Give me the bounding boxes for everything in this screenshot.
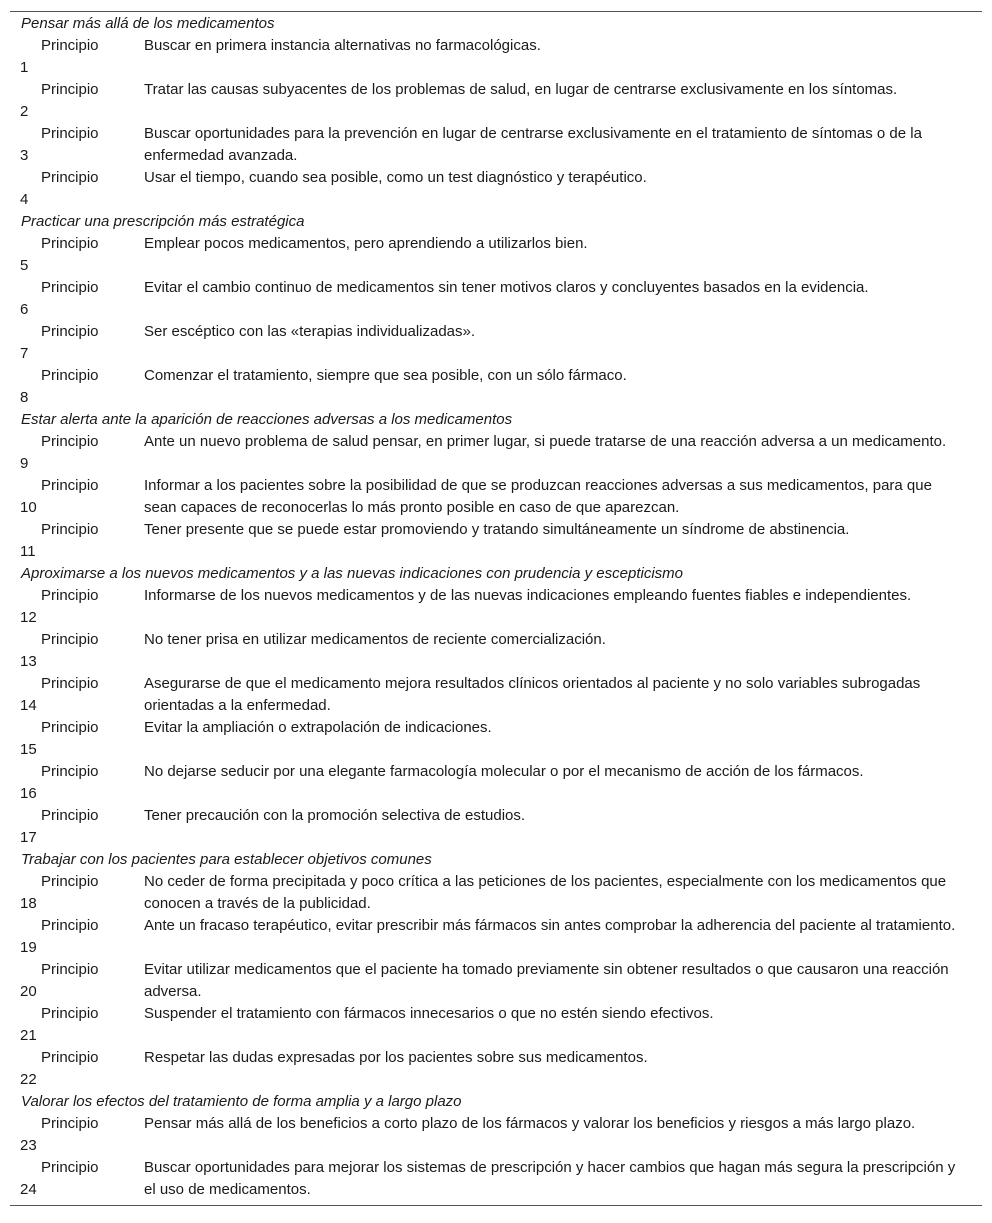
principle-text: Emplear pocos medicamentos, pero aprendiendo a utilizarlos bien.	[144, 235, 588, 252]
table-row	[10, 365, 982, 409]
principle-label: Principio	[41, 917, 99, 934]
principle-text: Asegurarse de que el medicamento mejora resultados clínicos orientados al paciente y no solo variables subrogadas orientadas a la enfermedad.	[144, 675, 921, 714]
principle-text: No tener prisa en utilizar medicamentos de reciente comercialización.	[144, 631, 606, 648]
principle-text: Buscar en primera instancia alternativas no farmacológicas.	[144, 37, 541, 54]
table-row	[10, 321, 982, 365]
principle-text: Ante un nuevo problema de salud pensar, en primer lugar, si puede tratarse de una reacción adversa a un medicamento.	[144, 433, 947, 450]
principle-number: 8	[20, 389, 29, 406]
table-row	[10, 1157, 982, 1201]
principle-number: 5	[20, 257, 29, 274]
principle-number: 7	[20, 345, 29, 362]
principle-text: Ante un fracaso terapéutico, evitar prescribir más fármacos sin antes comprobar la adherencia del paciente al tratamiento.	[144, 917, 956, 934]
table-row	[10, 871, 982, 915]
principle-text: Informar a los pacientes sobre la posibilidad de que se produzcan reacciones adversas a sus medicamentos, para que sean capaces de reconocerlas lo más pronto posible en caso de que aparezcan.	[144, 477, 932, 516]
principle-number: 19	[20, 939, 37, 956]
principle-number: 18	[20, 895, 37, 912]
table-row	[10, 959, 982, 1003]
table-row	[10, 1047, 982, 1091]
table-row	[10, 717, 982, 761]
principle-number: 16	[20, 785, 37, 802]
principle-text: Tener precaución con la promoción selectiva de estudios.	[144, 807, 526, 824]
principle-number: 10	[20, 499, 37, 516]
principle-label: Principio	[41, 961, 99, 978]
principle-number: 3	[20, 147, 29, 164]
principle-text: Evitar utilizar medicamentos que el paciente ha tomado previamente sin obtener resultados o que causaron una reacción adversa.	[144, 961, 949, 1000]
table-row	[10, 761, 982, 805]
principle-label: Principio	[41, 169, 99, 186]
principle-label: Principio	[41, 1159, 99, 1176]
principle-number: 22	[20, 1071, 37, 1088]
principle-label: Principio	[41, 81, 99, 98]
principle-label: Principio	[41, 763, 99, 780]
principle-text: Ser escéptico con las «terapias individualizadas».	[144, 323, 476, 340]
principle-number: 9	[20, 455, 29, 472]
principle-label: Principio	[41, 675, 99, 692]
principle-number: 24	[20, 1181, 37, 1198]
table-row	[10, 673, 982, 717]
principle-text: Usar el tiempo, cuando sea posible, como un test diagnóstico y terapéutico.	[144, 169, 647, 186]
section-title: Practicar una prescripción más estratégica	[21, 213, 305, 230]
section-title: Pensar más allá de los medicamentos	[21, 15, 275, 32]
table-row	[10, 915, 982, 959]
principle-text: Tener presente que se puede estar promoviendo y tratando simultáneamente un síndrome de abstinencia.	[144, 521, 850, 538]
principle-number: 12	[20, 609, 37, 626]
principle-label: Principio	[41, 1049, 99, 1066]
table-row	[10, 585, 982, 629]
principle-number: 21	[20, 1027, 37, 1044]
table-row	[10, 431, 982, 475]
section-title: Estar alerta ante la aparición de reacciones adversas a los medicamentos	[21, 411, 513, 428]
principle-text: Suspender el tratamiento con fármacos innecesarios o que no estén siendo efectivos.	[144, 1005, 714, 1022]
table-row	[10, 805, 982, 849]
principle-text: Buscar oportunidades para mejorar los sistemas de prescripción y hacer cambios que hagan más segura la prescripción y el uso de medicamentos.	[144, 1159, 956, 1198]
principle-label: Principio	[41, 125, 99, 142]
principle-number: 17	[20, 829, 37, 846]
principle-text: Evitar el cambio continuo de medicamentos sin tener motivos claros y concluyentes basados en la evidencia.	[144, 279, 869, 296]
section-title: Trabajar con los pacientes para establecer objetivos comunes	[21, 851, 432, 868]
principle-number: 14	[20, 697, 37, 714]
table-row	[10, 167, 982, 211]
principle-label: Principio	[41, 323, 99, 340]
section-title: Valorar los efectos del tratamiento de forma amplia y a largo plazo	[21, 1093, 462, 1110]
principle-label: Principio	[41, 367, 99, 384]
principle-label: Principio	[41, 477, 99, 494]
table-row	[10, 123, 982, 167]
principle-label: Principio	[41, 279, 99, 296]
principle-text: Respetar las dudas expresadas por los pacientes sobre sus medicamentos.	[144, 1049, 648, 1066]
principle-number: 20	[20, 983, 37, 1000]
principle-number: 1	[20, 59, 29, 76]
principle-text: Informarse de los nuevos medicamentos y de las nuevas indicaciones empleando fuentes fiables e independientes.	[144, 587, 912, 604]
table-row	[10, 233, 982, 277]
principle-text: Tratar las causas subyacentes de los problemas de salud, en lugar de centrarse exclusivamente en los síntomas.	[144, 81, 898, 98]
principle-label: Principio	[41, 1005, 99, 1022]
principle-label: Principio	[41, 235, 99, 252]
principle-number: 2	[20, 103, 29, 120]
principle-label: Principio	[41, 719, 99, 736]
principle-label: Principio	[41, 1115, 99, 1132]
principle-number: 15	[20, 741, 37, 758]
table-row	[10, 475, 982, 519]
principle-text: Comenzar el tratamiento, siempre que sea posible, con un sólo fármaco.	[144, 367, 627, 384]
principle-number: 4	[20, 191, 29, 208]
principle-text: No ceder de forma precipitada y poco crítica a las peticiones de los pacientes, especialmente con los medicamentos que conocen a través de la publicidad.	[144, 873, 947, 912]
table-row	[10, 629, 982, 673]
table-row	[10, 1113, 982, 1157]
principle-number: 23	[20, 1137, 37, 1154]
table-row	[10, 277, 982, 321]
principle-label: Principio	[41, 631, 99, 648]
principle-number: 6	[20, 301, 29, 318]
table-row	[10, 79, 982, 123]
principle-label: Principio	[41, 873, 99, 890]
principle-label: Principio	[41, 807, 99, 824]
principle-label: Principio	[41, 37, 99, 54]
principle-label: Principio	[41, 521, 99, 538]
principles-table	[10, 11, 982, 1206]
principle-text: No dejarse seducir por una elegante farmacología molecular o por el mecanismo de acción de los fármacos.	[144, 763, 864, 780]
section-title: Aproximarse a los nuevos medicamentos y a las nuevas indicaciones con prudencia y escepticismo	[21, 565, 683, 582]
principle-label: Principio	[41, 433, 99, 450]
table-row	[10, 35, 982, 79]
principle-text: Evitar la ampliación o extrapolación de indicaciones.	[144, 719, 492, 736]
principle-number: 13	[20, 653, 37, 670]
principle-label: Principio	[41, 587, 99, 604]
principle-text: Buscar oportunidades para la prevención en lugar de centrarse exclusivamente en el tratamiento de síntomas o de la enfermedad avanzada.	[144, 125, 922, 164]
table-row	[10, 519, 982, 563]
principle-text: Pensar más allá de los beneficios a corto plazo de los fármacos y valorar los beneficios y riesgos a más largo plazo.	[144, 1115, 916, 1132]
table-row	[10, 1003, 982, 1047]
principle-number: 11	[20, 543, 36, 560]
